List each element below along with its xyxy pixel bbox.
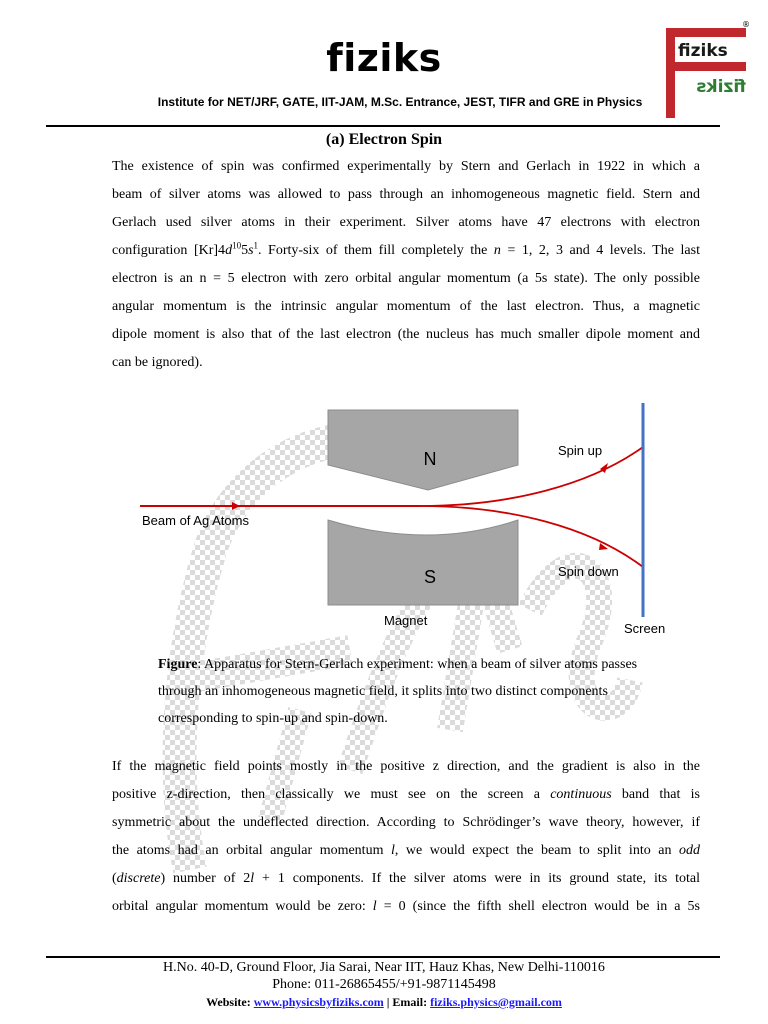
- body-line-4: the atoms had an orbital angular momentum l, we would expect the beam to split into an odd: [112, 843, 700, 858]
- email-link[interactable]: fiziks.physics@gmail.com: [430, 995, 562, 1009]
- body-line-3: symmetric about the undeflected direction. According to Schrödinger’s wave theory, however, if: [112, 815, 700, 830]
- intro-paragraph: [112, 153, 700, 377]
- magnet-label: Magnet: [384, 613, 428, 628]
- intro-line-2: beam of silver atoms was allowed to pass through an inhomogeneous magnetic field. Stern and: [112, 187, 700, 202]
- figure-caption: [158, 651, 680, 732]
- email-label: | Email:: [383, 995, 431, 1009]
- registered-mark: ®: [742, 20, 750, 29]
- intro-line-1: The existence of spin was confirmed experimentally by Stern and Gerlach in 1922 in which a: [112, 159, 700, 174]
- body-line-6: orbital angular momentum would be zero: l = 0 (since the fifth shell electron would be in a 5s: [112, 899, 700, 914]
- beam-label: Beam of Ag Atoms: [142, 513, 249, 528]
- body-paragraph: [112, 753, 700, 921]
- beam-arrow: [232, 502, 240, 510]
- website-link[interactable]: www.physicsbyfiziks.com: [253, 995, 384, 1009]
- footer-address: H.No. 40-D, Ground Floor, Jia Sarai, Near IIT, Hauz Khas, New Delhi-110016: [163, 960, 605, 975]
- body-line-5: (discrete) number of 2l + 1 components. If the silver atoms were in its ground state, its total: [112, 871, 700, 886]
- header-divider: [46, 125, 720, 127]
- intro-line-8: can be ignored).: [112, 355, 203, 370]
- spin-up-label: Spin up: [558, 443, 603, 458]
- intro-line-7: dipole moment is also that of the last electron (the nucleus has much smaller dipole moment and: [112, 327, 700, 342]
- body-line-2: positive z-direction, then classically we must see on the screen a continuous band that is: [112, 787, 700, 802]
- south-label: S: [423, 567, 437, 587]
- intro-line-6: angular momentum is the intrinsic angular momentum of the last electron. Thus, a magnetic: [112, 299, 700, 314]
- body-line-1: If the magnetic field points mostly in the positive z direction, and the gradient is also in the: [112, 759, 700, 774]
- section-title: (a) Electron Spin: [325, 131, 443, 148]
- footer-divider: [46, 956, 720, 958]
- footer-contact: [0, 994, 768, 1010]
- stern-gerlach-figure: [130, 395, 670, 645]
- north-label: N: [423, 449, 437, 469]
- footer-phone: Phone: 011-26865455/+91-9871145498: [272, 977, 496, 992]
- caption-label: Figure: [158, 657, 198, 672]
- caption-text: : Apparatus for Stern-Gerlach experiment: when a beam of silver atoms passes through an inhomogeneous magnetic field, it splits into two distinct components corresponding to spin-up and spin-down.: [158, 657, 638, 726]
- intro-line-3: Gerlach used silver atoms in their experiment. Silver atoms have 47 electrons with electron: [112, 215, 700, 230]
- logo-text: fiziks: [678, 41, 728, 61]
- intro-line-4: configuration $[Kr]4d^{10}5s^1$. Forty-six of them fill completely the n = 1, 2, 3 and 4 levels. The last: [112, 240, 700, 258]
- logo-mirror-text: fiziks: [696, 77, 746, 97]
- screen-label: Screen: [624, 621, 666, 636]
- brand-title: fiziks: [326, 36, 442, 80]
- intro-line-5: electron is an n = 5 electron with zero orbital angular momentum (a 5s state). The only possible: [112, 271, 700, 286]
- website-label: Website:: [206, 995, 254, 1009]
- spin-down-label: Spin down: [558, 564, 619, 579]
- south-magnet: [328, 520, 518, 605]
- institute-tagline: Institute for NET/JRF, GATE, IIT-JAM, M.Sc. Entrance, JEST, TIFR and GRE in Physics: [157, 95, 643, 109]
